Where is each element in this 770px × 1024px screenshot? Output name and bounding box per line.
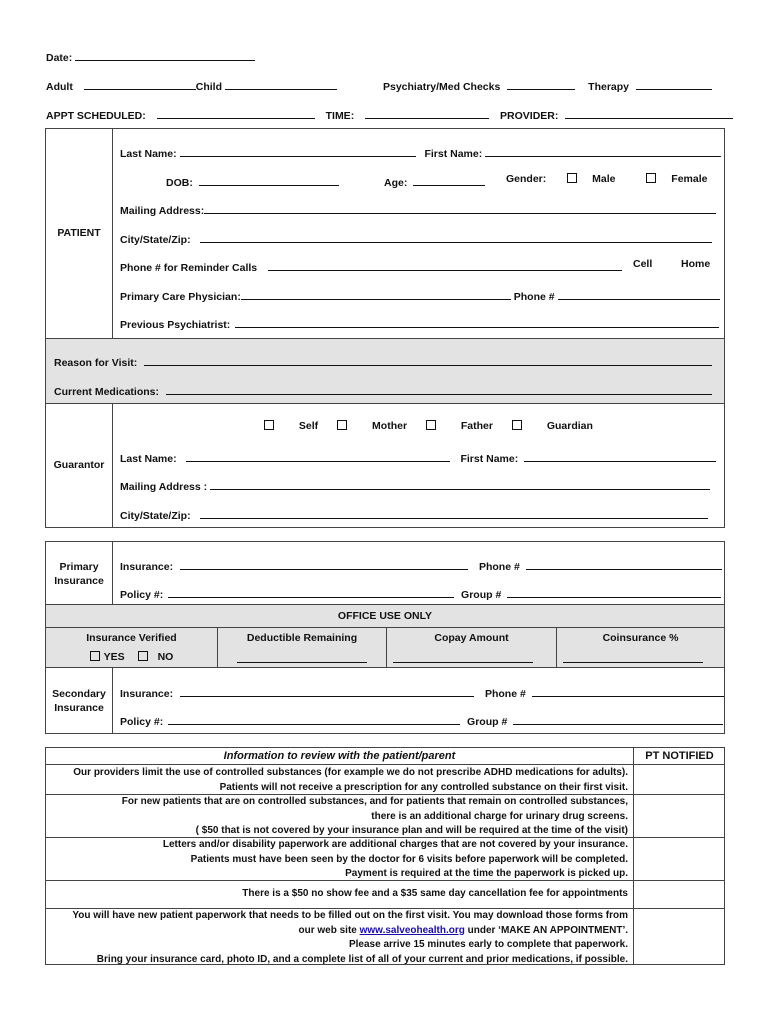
female-label: Female <box>671 173 708 185</box>
primary-policy-field[interactable] <box>168 585 454 598</box>
secondary-insurance-name-label: Insurance: <box>120 688 174 700</box>
primary-policy-label: Policy #: <box>120 589 164 601</box>
secondary-insurance-phone-field[interactable] <box>532 684 724 697</box>
guarantor-mailing-row <box>120 477 710 493</box>
provider-label: PROVIDER: <box>500 110 559 122</box>
phone-row <box>120 258 622 274</box>
phone-field[interactable] <box>268 258 622 271</box>
pcp-label: Primary Care Physician: <box>120 291 241 303</box>
time-label: TIME: <box>325 110 355 122</box>
reason-label: Reason for Visit: <box>54 357 138 369</box>
provider-field[interactable] <box>565 106 733 119</box>
age-field[interactable] <box>413 173 485 186</box>
cell-label: Cell <box>633 258 653 270</box>
info-block-paperwork: You will have new patient paperwork that needs to be filled out on the first visit. You may download those forms from our web site www.salveohealth.org under ‘MAKE AN APPOINTMENT’. Please arrive 15 minutes early to complete that paperwork. Bring your insurance card, photo ID, and a complete list of all of your current and prior medications, if possible. <box>72 910 628 965</box>
insurance-verified-label: Insurance Verified <box>86 632 177 644</box>
guarantor-relation-row <box>264 420 593 432</box>
secondary-group-field[interactable] <box>513 712 723 725</box>
secondary-insurance-row <box>120 684 724 700</box>
info-block-controlled: Our providers limit the use of controlled substances (for example we do not prescribe ADHD medications for adults). Patients will not receive a prescription for any controlled substance on their first visit. <box>73 767 628 793</box>
prev-psych-row <box>120 315 719 331</box>
meds-row <box>54 382 712 398</box>
guarantor-section-label: Guarantor <box>53 459 105 471</box>
therapy-field[interactable] <box>636 77 712 90</box>
prev-psych-label: Previous Psychiatrist: <box>120 319 231 331</box>
age-row <box>384 173 485 189</box>
city-row <box>120 230 712 246</box>
time-field[interactable] <box>365 106 489 119</box>
pcp-phone-field[interactable] <box>558 287 720 300</box>
patient-first-name-label: First Name: <box>424 148 483 160</box>
adult-row <box>46 77 337 93</box>
mailing-field[interactable] <box>204 201 716 214</box>
city-label: City/State/Zip: <box>120 234 191 246</box>
father-label: Father <box>460 420 493 432</box>
self-label: Self <box>298 420 319 432</box>
secondary-insurance-name-field[interactable] <box>180 684 474 697</box>
psych-field[interactable] <box>507 77 575 90</box>
coinsurance-label: Coinsurance % <box>602 632 679 644</box>
primary-insurance-phone-label: Phone # <box>478 561 520 573</box>
yes-label: YES <box>103 651 125 663</box>
pcp-field[interactable] <box>241 287 511 300</box>
primary-insurance-phone-field[interactable] <box>526 557 722 570</box>
primary-insurance-name-field[interactable] <box>180 557 468 570</box>
primary-insurance-row <box>120 557 722 573</box>
guarantor-first-name-label: First Name: <box>460 453 519 465</box>
patient-last-name-field[interactable] <box>180 144 416 157</box>
adult-label: Adult <box>46 81 73 93</box>
secondary-group-label: Group # <box>467 716 508 728</box>
pt-notified-cell-2[interactable] <box>634 795 725 837</box>
reason-field[interactable] <box>144 353 712 366</box>
patient-section-label: PATIENT <box>57 227 101 239</box>
copay-field[interactable] <box>393 650 533 663</box>
pcp-phone-label: Phone # <box>513 291 555 303</box>
primary-group-field[interactable] <box>507 585 721 598</box>
copay-label: Copay Amount <box>434 632 509 644</box>
info-block-drug-screen: For new patients that are on controlled substances, and for patients that remain on controlled substances, there is an additional charge for urinary drug screens. ( $50 that is not covered by your insurance plan and will be required at the time of the visit) <box>121 796 628 836</box>
secondary-insurance-phone-label: Phone # <box>484 688 526 700</box>
coinsurance-field[interactable] <box>563 650 703 663</box>
patient-last-name-label: Last Name: <box>120 148 177 160</box>
pt-notified-header: PT NOTIFIED <box>645 750 714 762</box>
self-checkbox[interactable] <box>264 420 274 430</box>
guarantor-name-row <box>120 449 716 465</box>
phone-label: Phone # for Reminder Calls <box>120 262 258 274</box>
guarantor-city-field[interactable] <box>200 506 708 519</box>
child-label: Child <box>195 81 222 93</box>
psych-row <box>383 77 712 93</box>
verified-options <box>46 651 217 663</box>
adult-field[interactable] <box>84 77 196 90</box>
guarantor-last-name-field[interactable] <box>186 449 450 462</box>
secondary-policy-label: Policy #: <box>120 716 164 728</box>
therapy-label: Therapy <box>588 81 630 93</box>
office-use-label: OFFICE USE ONLY <box>337 610 433 622</box>
mother-checkbox[interactable] <box>337 420 347 430</box>
primary-group-label: Group # <box>461 589 502 601</box>
primary-insurance-name-label: Insurance: <box>120 561 174 573</box>
guardian-checkbox[interactable] <box>512 420 522 430</box>
guarantor-first-name-field[interactable] <box>524 449 716 462</box>
primary-policy-row <box>120 585 721 601</box>
guardian-label: Guardian <box>546 420 593 432</box>
child-field[interactable] <box>225 77 337 90</box>
meds-field[interactable] <box>166 382 712 395</box>
prev-psych-field[interactable] <box>235 315 719 328</box>
website-link[interactable]: www.salveohealth.org <box>359 924 465 936</box>
info-block-fees: There is a $50 no show fee and a $35 same day cancellation fee for appointments <box>242 888 628 899</box>
deductible-label: Deductible Remaining <box>246 632 358 644</box>
mailing-label: Mailing Address: <box>120 205 205 217</box>
home-label: Home <box>681 258 711 270</box>
secondary-insurance-label: Secondary Insurance <box>52 688 106 714</box>
primary-insurance-label: Primary Insurance <box>54 561 104 587</box>
info-block-letters: Letters and/or disability paperwork are additional charges that are not covered by your insurance. Patients must have been seen by the doctor for 6 visits before paperwork will be completed. Payment is required at the time the paperwork is picked up. <box>162 839 628 879</box>
guarantor-last-name-label: Last Name: <box>120 453 177 465</box>
appt-label: APPT SCHEDULED: <box>46 110 146 122</box>
guarantor-mailing-label: Mailing Address : <box>120 481 208 493</box>
dob-field[interactable] <box>199 173 339 186</box>
date-label: Date: <box>46 52 73 64</box>
male-label: Male <box>592 173 616 185</box>
male-checkbox[interactable] <box>567 173 577 183</box>
psych-label: Psychiatry/Med Checks <box>383 81 501 93</box>
patient-name-row <box>120 144 721 160</box>
date-row <box>46 48 255 64</box>
pt-notified-cell-5[interactable] <box>634 909 725 964</box>
secondary-policy-row <box>120 712 723 728</box>
guarantor-mailing-field[interactable] <box>210 477 710 490</box>
meds-label: Current Medications: <box>54 386 160 398</box>
dob-row <box>166 173 339 189</box>
age-label: Age: <box>384 177 408 189</box>
info-title: Information to review with the patient/parent <box>223 750 456 762</box>
deductible-field[interactable] <box>237 650 367 663</box>
guarantor-city-row <box>120 506 708 522</box>
father-checkbox[interactable] <box>426 420 436 430</box>
mailing-row <box>120 201 716 217</box>
yes-checkbox[interactable] <box>90 651 100 661</box>
mother-label: Mother <box>372 420 408 432</box>
no-checkbox[interactable] <box>138 651 148 661</box>
city-field[interactable] <box>200 230 712 243</box>
gender-row <box>506 173 707 185</box>
pcp-row <box>120 287 720 303</box>
dob-label: DOB: <box>166 177 193 189</box>
pt-notified-cell-1[interactable] <box>634 765 725 794</box>
guarantor-city-label: City/State/Zip: <box>120 510 191 522</box>
appt-row <box>46 106 733 122</box>
female-checkbox[interactable] <box>646 173 656 183</box>
gender-label: Gender: <box>506 173 547 185</box>
secondary-policy-field[interactable] <box>168 712 460 725</box>
pt-notified-cell-4[interactable] <box>634 881 725 908</box>
pt-notified-cell-3[interactable] <box>634 838 725 880</box>
appt-field[interactable] <box>157 106 315 119</box>
reason-row <box>54 353 712 369</box>
no-label: NO <box>157 651 174 663</box>
patient-first-name-field[interactable] <box>485 144 721 157</box>
date-field[interactable] <box>75 48 255 61</box>
